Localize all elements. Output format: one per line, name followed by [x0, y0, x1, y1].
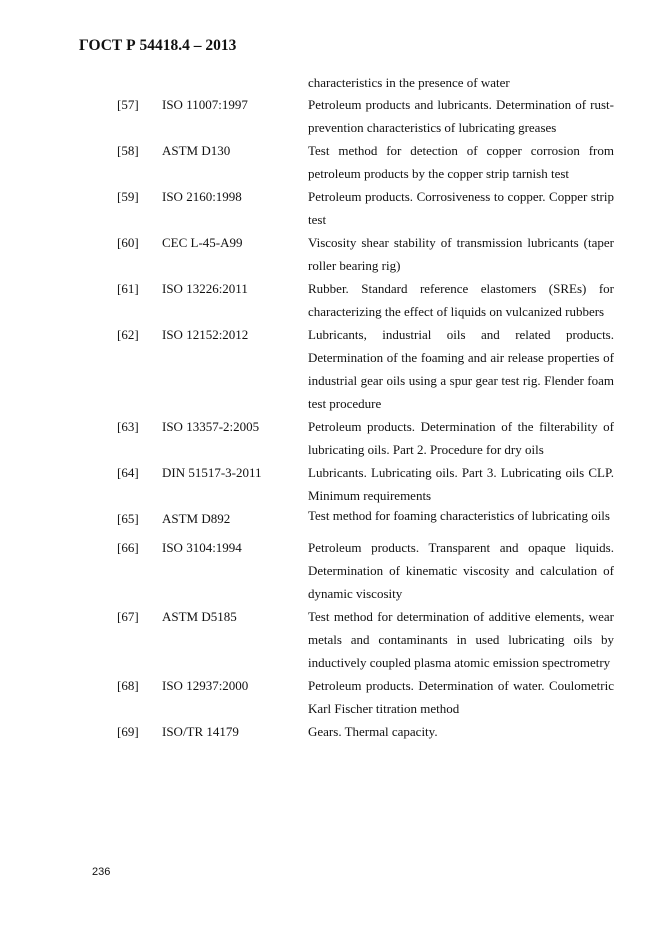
reference-number: [63]: [117, 419, 139, 434]
reference-code: ASTM D892: [162, 511, 231, 526]
reference-description: Lubricants. Lubricating oils. Part 3. Lubricating oils CLP. Minimum requirements: [308, 465, 614, 503]
reference-description: Petroleum products. Transparent and opaque liquids. Determination of kinematic viscosity and calculation of dynamic viscosity: [308, 540, 614, 601]
reference-code: ISO 12937:2000: [162, 678, 249, 693]
reference-row-66: [117, 536, 614, 605]
reference-description: Petroleum products and lubricants. Determination of rust-prevention characteristics of lubricating greases: [308, 97, 614, 135]
reference-code: ISO 13226:2011: [162, 281, 248, 296]
reference-row-60: [117, 231, 614, 277]
reference-number: [69]: [117, 724, 139, 739]
reference-description: Lubricants, industrial oils and related products. Determination of the foaming and air release properties of industrial gear oils using a spur gear test rig. Flender foam test procedure: [308, 327, 614, 411]
reference-description: Test method for detection of copper corrosion from petroleum products by the copper strip tarnish test: [308, 143, 614, 181]
reference-code: ISO 11007:1997: [162, 97, 248, 112]
document-header: ГОСТ Р 54418.4 – 2013: [79, 37, 237, 54]
reference-number: [57]: [117, 97, 139, 112]
reference-row-61: [117, 277, 614, 323]
reference-row-68: [117, 674, 614, 720]
reference-description: Test method for determination of additive elements, wear metals and contaminants in used lubricating oils by inductively coupled plasma atomic emission spectrometry: [308, 609, 614, 670]
reference-code: ISO 13357-2:2005: [162, 419, 260, 434]
reference-row-67: [117, 605, 614, 674]
reference-row-64: [117, 461, 614, 507]
reference-number: [64]: [117, 465, 139, 480]
reference-number: [61]: [117, 281, 139, 296]
reference-code: ISO 2160:1998: [162, 189, 242, 204]
reference-code: ISO 3104:1994: [162, 540, 242, 555]
reference-description: Petroleum products. Determination of the filterability of lubricating oils. Part 2. Procedure for dry oils: [308, 419, 614, 457]
reference-description: Petroleum products. Determination of water. Coulometric Karl Fischer titration method: [308, 678, 614, 716]
reference-list: [117, 93, 614, 743]
reference-number: [60]: [117, 235, 139, 250]
reference-code: ASTM D5185: [162, 609, 237, 624]
reference-code: ASTM D130: [162, 143, 231, 158]
reference-number: [66]: [117, 540, 139, 555]
reference-row-63: [117, 415, 614, 461]
reference-code: CEC L-45-A99: [162, 235, 243, 250]
reference-number: [58]: [117, 143, 139, 158]
reference-number: [67]: [117, 609, 139, 624]
reference-number: [62]: [117, 327, 139, 342]
reference-description: Gears. Thermal capacity.: [308, 724, 438, 739]
reference-code: ISO 12152:2012: [162, 327, 249, 342]
reference-row-65: [117, 507, 614, 536]
reference-row-57: [117, 93, 614, 139]
reference-description: Petroleum products. Corrosiveness to copper. Copper strip test: [308, 189, 614, 227]
reference-number: [59]: [117, 189, 139, 204]
reference-row-69: [117, 720, 614, 743]
reference-code: ISO/TR 14179: [162, 724, 239, 739]
reference-code: DIN 51517-3-2011: [162, 465, 262, 480]
reference-description: Test method for foaming characteristics of lubricating oils: [308, 508, 610, 523]
continuation-text: characteristics in the presence of water: [308, 75, 510, 90]
reference-description: Rubber. Standard reference elastomers (SREs) for characterizing the effect of liquids on vulcanized rubbers: [308, 281, 614, 319]
reference-description: Viscosity shear stability of transmission lubricants (taper roller bearing rig): [308, 235, 614, 273]
page-number: 236: [92, 866, 111, 878]
reference-row-59: [117, 185, 614, 231]
reference-row-62: [117, 323, 614, 415]
reference-row-58: [117, 139, 614, 185]
reference-number: [65]: [117, 511, 139, 526]
reference-number: [68]: [117, 678, 139, 693]
